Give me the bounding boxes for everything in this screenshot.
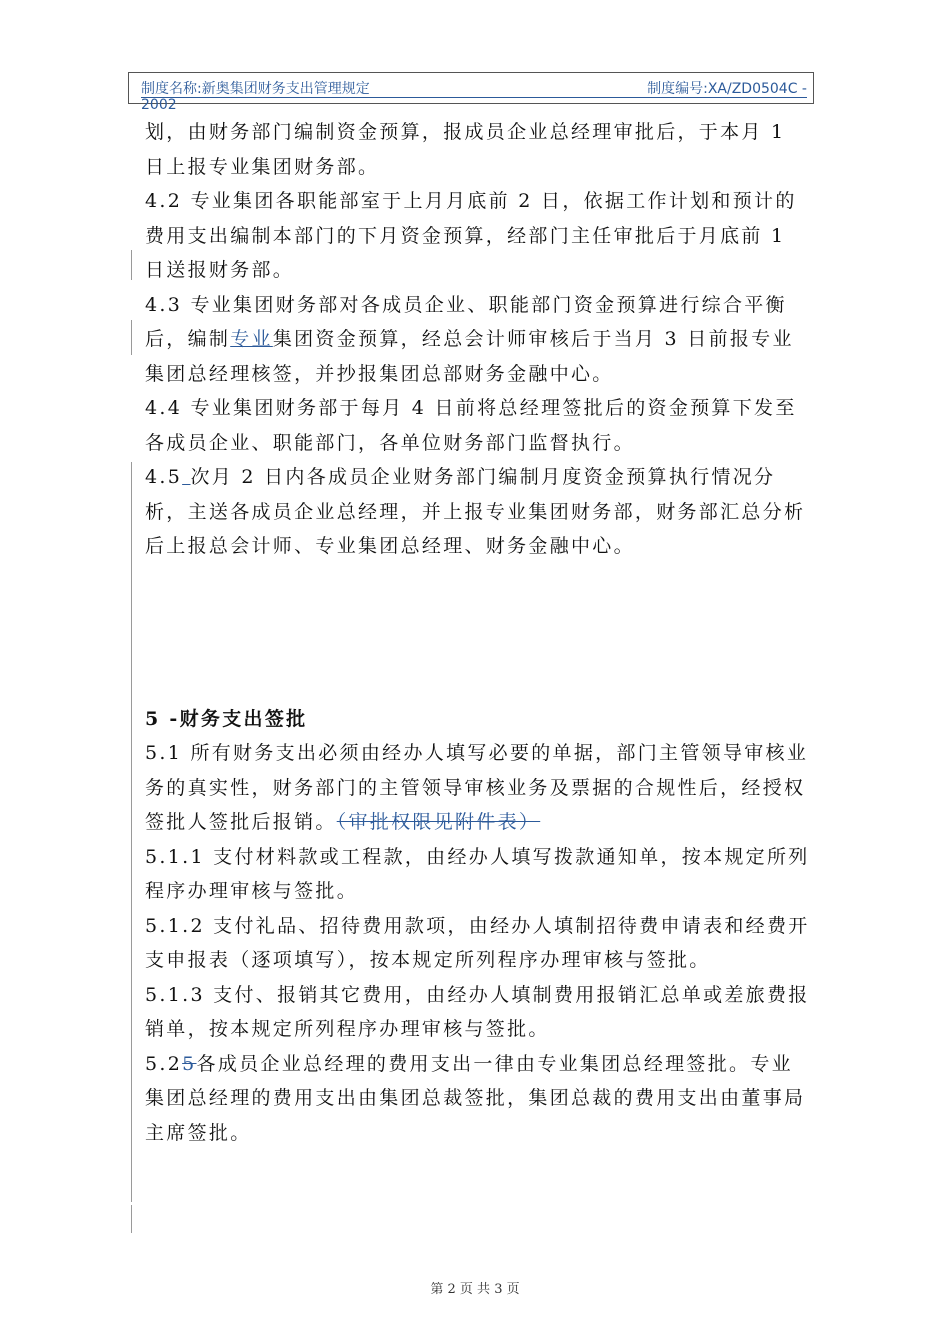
paragraph-5-2-number: 5.2	[145, 1052, 183, 1075]
paragraph-5-2-text: 各成员企业总经理的费用支出一律由专业集团总经理签批。专业集团总经理的费用支出由集团总裁签批，集团总裁的费用支出由董事局主席签批。	[145, 1052, 806, 1144]
paragraph-5-1-3: 5.1.3 支付、报销其它费用，由经办人填制费用报销汇总单或差旅费报销单，按本规定所列程序办理审核与签批。	[145, 983, 810, 1040]
paragraph-4-3	[145, 288, 813, 392]
revision-bar	[131, 250, 132, 280]
paragraph-4-5-text: 次月 2 日内各成员企业财务部门编制月度资金预算执行情况分析，主送各成员企业总经理，并上报专业集团财务部，财务部汇总分析后上报总会计师、专业集团总经理、财务金融中心。	[145, 466, 806, 557]
regulation-code: 制度编号:XA/ZD0504C -	[647, 81, 807, 97]
tracked-deletion: 5	[182, 1052, 197, 1075]
regulation-name: 制度名称:新奥集团财务支出管理规定	[141, 81, 370, 97]
header-underline	[141, 97, 807, 98]
paragraph-5-2	[145, 1047, 813, 1151]
paragraph-5-1-2: 5.1.2 支付礼品、招待费用款项，由经办人填制招待费申请表和经费开支申报表（逐项填写），按本规定所列程序办理审核与签批。	[145, 914, 810, 971]
paragraph-4-4: 4.4 专业集团财务部于每月 4 日前将总经理签批后的资金预算下发至各成员企业、职能部门，各单位财务部门监督执行。	[145, 397, 797, 454]
document-body	[145, 115, 813, 1150]
paragraph-5-1-1: 5.1.1 支付材料款或工程款，由经办人填写拨款通知单，按本规定所列程序办理审核与签批。	[145, 845, 810, 902]
revision-bar	[131, 1205, 132, 1233]
paragraph-5-1-text: 5.1 所有财务支出必须由经办人填写必要的单据，部门主管领导审核业务的真实性，财务部门的主管领导审核业务及票据的合规性后，经授权签批人签批后报销。	[145, 742, 809, 833]
section-heading-5: 5 -财务支出签批	[145, 707, 308, 730]
revision-bar	[131, 462, 132, 1202]
tracked-insertion[interactable]: 专业	[230, 328, 273, 350]
paragraph-4-3-start: 4.3 专业集团财务部对各成员企业、职能部门资金预算进行综合平衡后，编制	[145, 293, 787, 350]
revision-bar	[131, 320, 132, 355]
paragraph-4-2: 4.2 专业集团各职能部室于上月月底前 2 日，依据工作计划和预计的费用支出编制本部门的下月资金预算，经部门主任审批后于月底前 1 日送报财务部。	[145, 190, 797, 281]
paragraph-continued: 划，由财务部门编制资金预算，报成员企业总经理审批后，于本月 1 日上报专业集团财务部。	[145, 121, 786, 178]
page-number: 第 2 页 共 3 页	[430, 1282, 520, 1297]
paragraph-4-5-number: 4.5	[145, 466, 183, 488]
paragraph-4-3-end: 集团资金预算，经总会计师审核后于当月 3 日前报专业集团总经理核签，并抄报集团总部财务金融中心。	[145, 328, 794, 385]
tracked-deletion: （审批权限见附件表）	[336, 811, 541, 833]
paragraph-5-1	[145, 736, 813, 840]
paragraph-4-5	[145, 460, 813, 564]
regulation-year: 2002	[141, 97, 177, 113]
blank-space	[145, 564, 813, 702]
document-header	[128, 72, 814, 113]
